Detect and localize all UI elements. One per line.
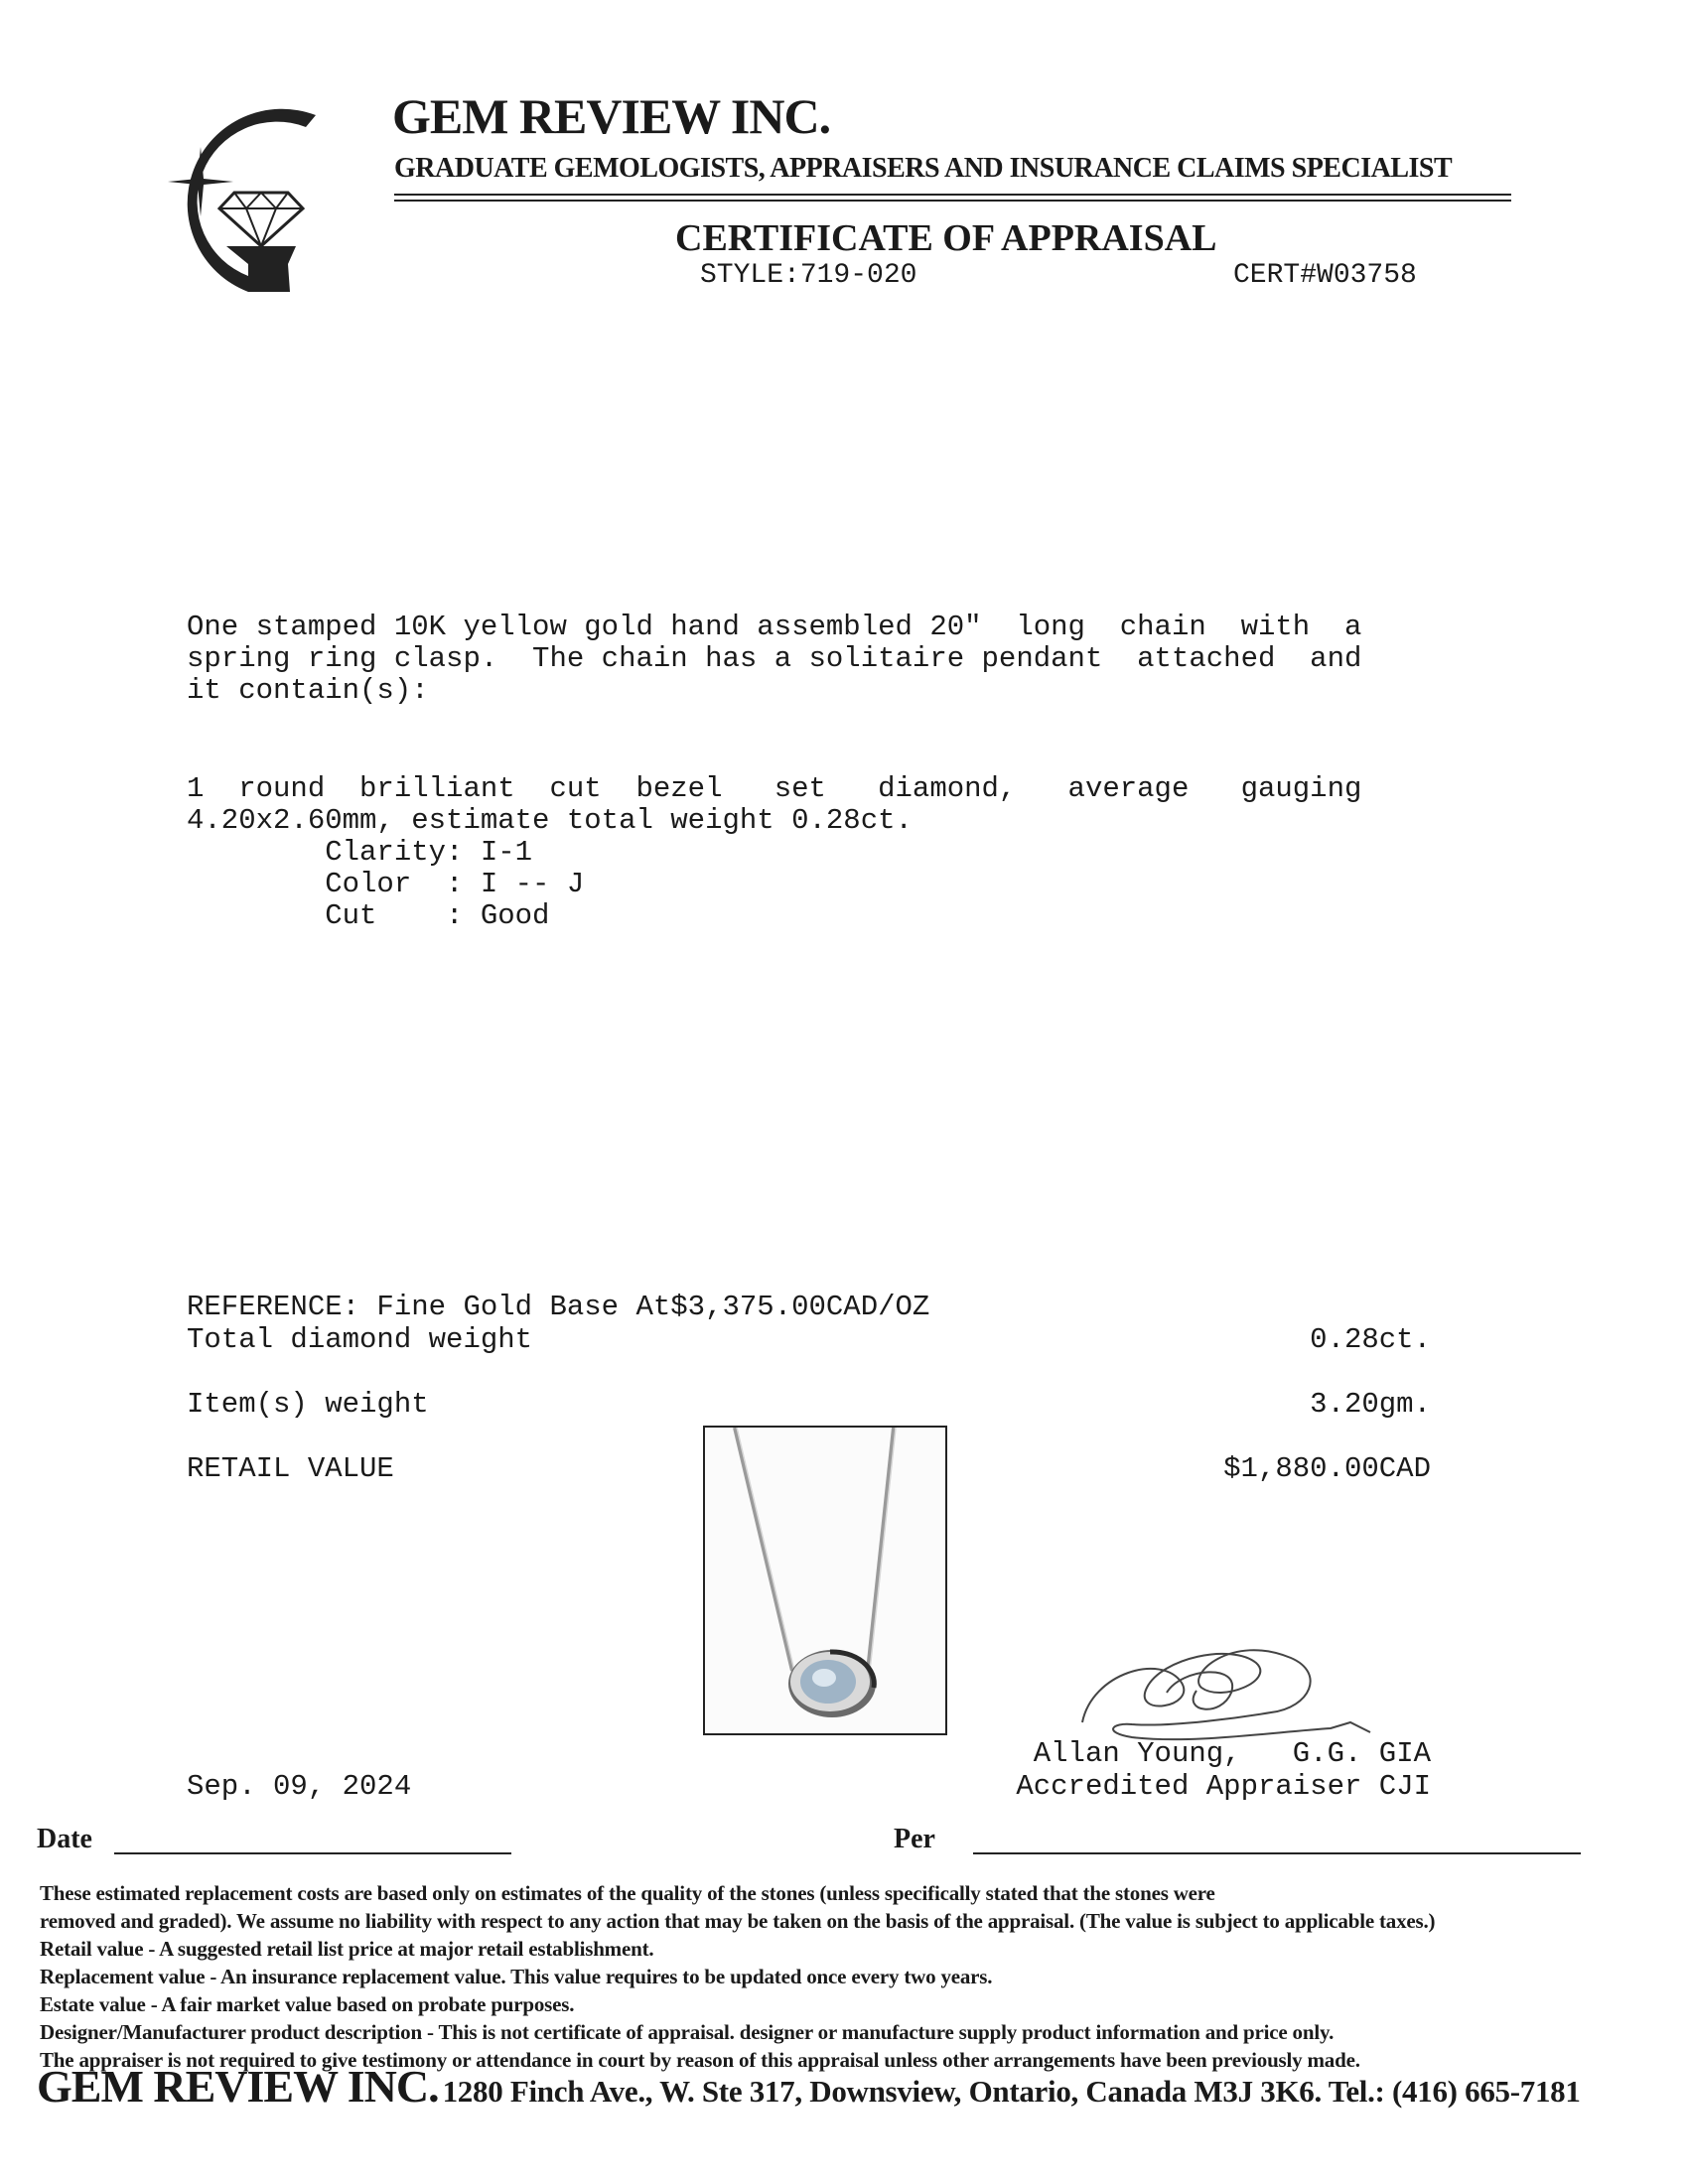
appraiser-name: Allan Young, G.G. GIA bbox=[1033, 1737, 1431, 1770]
disclaimer-line: removed and graded). We assume no liability with respect to any action that may be taken on the basis of the appraisal. (The value is subject to applicable taxes.) bbox=[40, 1909, 1436, 1933]
per-label: Per bbox=[894, 1824, 935, 1854]
disclaimer-line: The appraiser is not required to give testimony or attendance in court by reason of this appraisal unless other arrangements have been previously made. bbox=[40, 2048, 1360, 2072]
per-signature-line bbox=[973, 1852, 1581, 1854]
certificate-title: CERTIFICATE OF APPRAISAL bbox=[675, 217, 1217, 259]
total-diamond-weight-label: Total diamond weight bbox=[187, 1323, 533, 1356]
cert-number: CERT#W03758 bbox=[1233, 260, 1417, 291]
total-diamond-weight-value: 0.28ct. bbox=[1310, 1323, 1431, 1356]
gold-reference: REFERENCE: Fine Gold Base At$3,375.00CAD/OZ bbox=[187, 1291, 930, 1323]
footer bbox=[37, 2060, 1581, 2113]
header-rule bbox=[394, 200, 1511, 202]
appraiser-credential: Accredited Appraiser CJI bbox=[1016, 1770, 1431, 1803]
retail-value-label: RETAIL VALUE bbox=[187, 1452, 394, 1485]
footer-company-name: GEM REVIEW INC. bbox=[37, 2061, 439, 2112]
signature-icon bbox=[1072, 1633, 1390, 1752]
retail-value-amount: $1,880.00CAD bbox=[1223, 1452, 1431, 1485]
company-tagline: GRADUATE GEMOLOGISTS, APPRAISERS AND INSURANCE CLAIMS SPECIALIST bbox=[394, 153, 1453, 184]
pendant-image-icon bbox=[705, 1428, 945, 1733]
footer-address: 1280 Finch Ave., W. Ste 317, Downsview, Ontario, Canada M3J 3K6. Tel.: (416) 665-7181 bbox=[442, 2074, 1581, 2109]
disclaimer-line: These estimated replacement costs are based only on estimates of the quality of the stones (unless specifically stated that the stones were bbox=[40, 1881, 1215, 1905]
items-weight-label: Item(s) weight bbox=[187, 1388, 429, 1421]
stone-details: 1 round brilliant cut bezel set diamond, average gauging 4.20x2.60mm, estimate total weight 0.28ct. Clarity: I-1 Color : I -- J Cut : Good bbox=[187, 772, 1362, 932]
date-label: Date bbox=[37, 1824, 92, 1854]
appraiser-signature bbox=[1072, 1633, 1390, 1752]
header-rule bbox=[394, 194, 1511, 196]
disclaimer-line: Retail value - A suggested retail list price at major retail establishment. bbox=[40, 1937, 654, 1961]
style-number: STYLE:719-020 bbox=[700, 260, 917, 291]
disclaimer-line: Replacement value - An insurance replacement value. This value requires to be updated once every two years. bbox=[40, 1965, 993, 1988]
items-weight-value: 3.20gm. bbox=[1310, 1388, 1431, 1421]
disclaimer bbox=[40, 1879, 1668, 2074]
disclaimer-line: Designer/Manufacturer product description - This is not certificate of appraisal. designer or manufacture supply product information and price only. bbox=[40, 2020, 1335, 2044]
item-description: One stamped 10K yellow gold hand assembled 20" long chain with a spring ring clasp. The chain has a solitaire pendant attached and it contain(s): bbox=[187, 611, 1362, 707]
company-name: GEM REVIEW INC. bbox=[392, 88, 831, 144]
appraisal-date: Sep. 09, 2024 bbox=[187, 1770, 412, 1803]
company-logo bbox=[139, 97, 338, 301]
date-signature-line bbox=[114, 1852, 511, 1854]
gem-logo-icon bbox=[139, 97, 338, 301]
pendant-photo bbox=[703, 1426, 947, 1735]
disclaimer-line: Estate value - A fair market value based on probate purposes. bbox=[40, 1992, 575, 2016]
